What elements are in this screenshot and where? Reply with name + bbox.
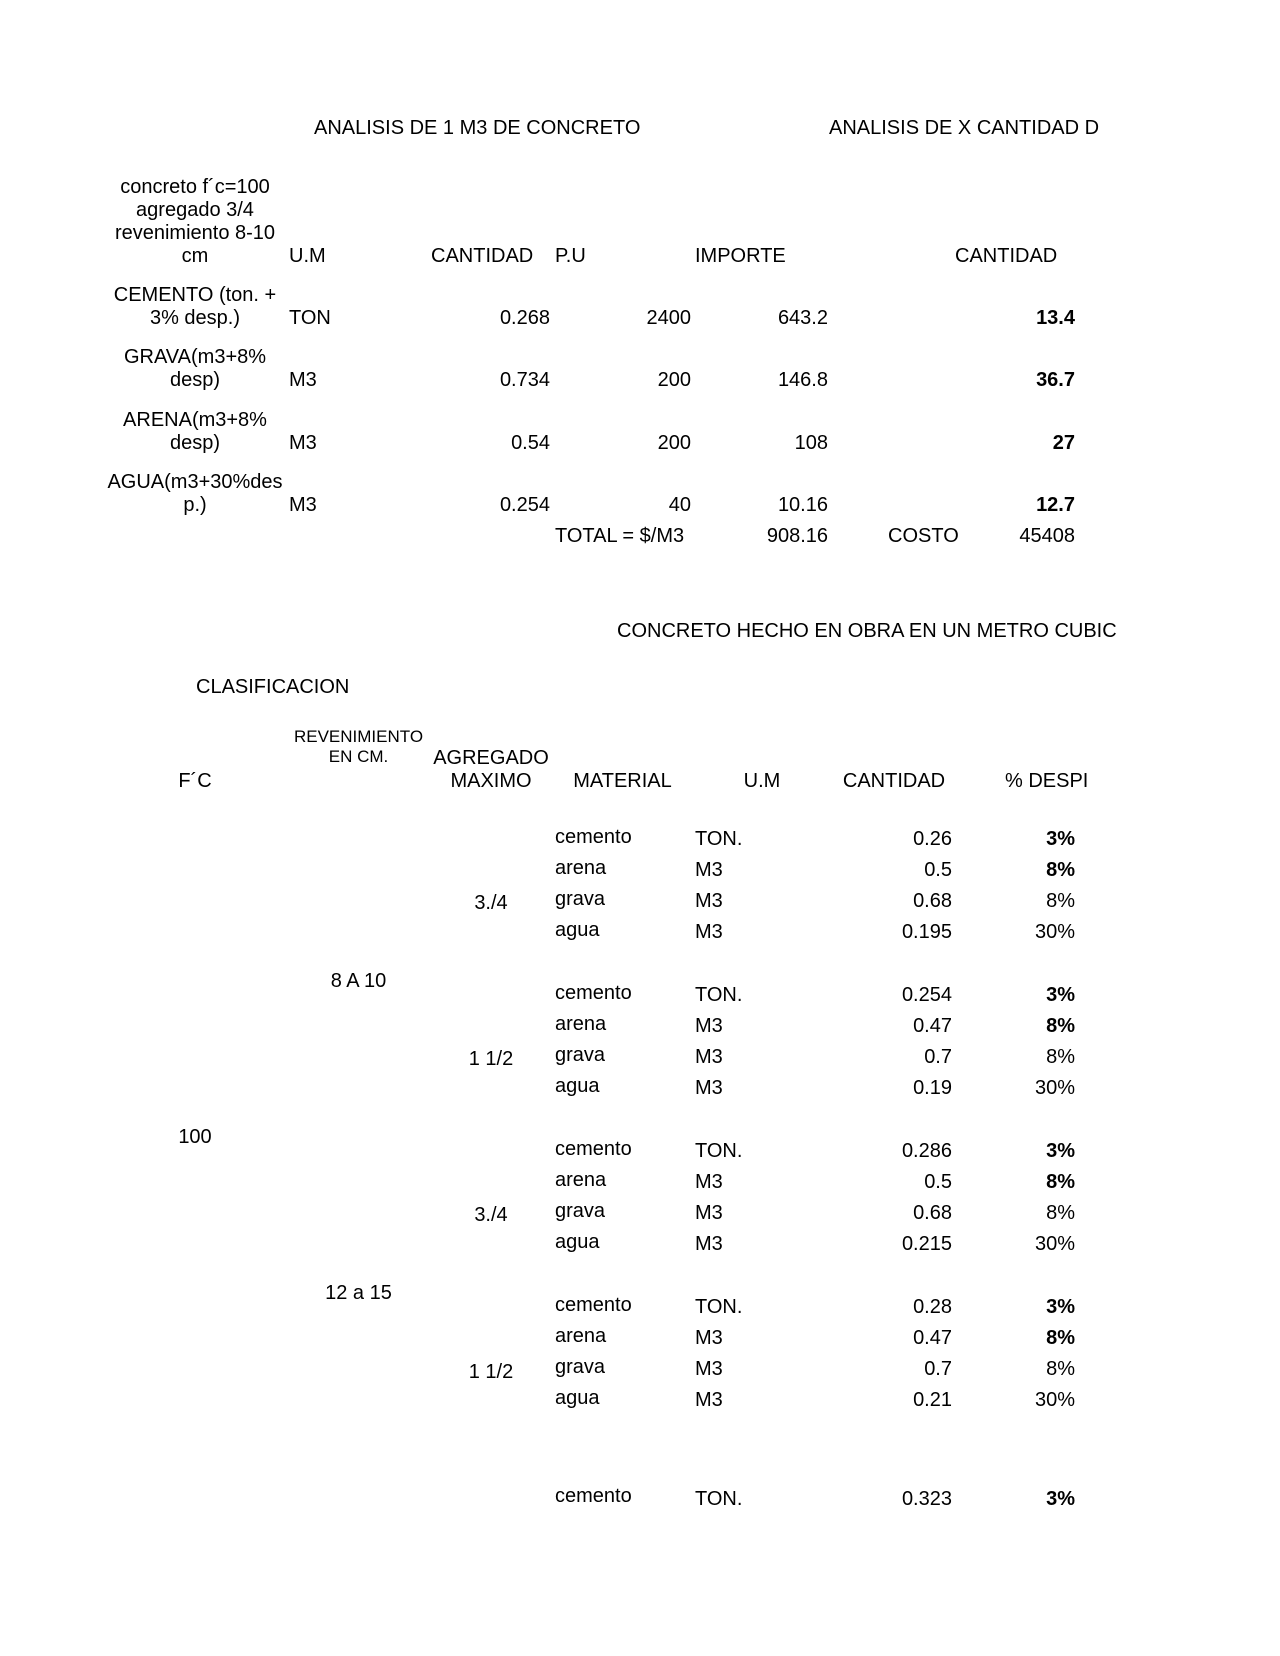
row-cantidad-x: 12.7 <box>1036 494 1075 516</box>
material-cantidad: 0.28 <box>913 1296 952 1318</box>
material-desp: 8% <box>1046 1202 1075 1224</box>
material-name: grava <box>555 1356 606 1378</box>
material-name: arena <box>555 1169 607 1191</box>
material-um: M3 <box>695 1171 723 1193</box>
row-material: GRAVA(m3+8% desp) <box>123 346 267 391</box>
material-desp: 30% <box>1034 1233 1075 1255</box>
material-cantidad: 0.68 <box>913 890 952 912</box>
total-label: TOTAL = $/M3 <box>555 525 685 547</box>
row-cantidad: 0.268 <box>499 307 550 329</box>
material-cantidad: 0.7 <box>924 1358 952 1380</box>
row-um: M3 <box>289 432 317 454</box>
agregado-value: 3./4 <box>474 1204 508 1226</box>
agregado-value: 1 1/2 <box>468 1361 514 1383</box>
row-um: M3 <box>289 494 317 516</box>
row-cantidad-x: 27 <box>1052 432 1075 454</box>
material-cantidad: 0.254 <box>901 984 952 1006</box>
material-cantidad: 0.68 <box>913 1202 952 1224</box>
material-cantidad: 0.195 <box>901 921 952 943</box>
material-desp: 8% <box>1046 1358 1075 1380</box>
material-name: agua <box>555 919 600 941</box>
header-revenimiento: REVENIMIENTO EN CM. <box>293 727 424 766</box>
material-um: M3 <box>695 1327 723 1349</box>
material-cantidad: 0.21 <box>913 1389 952 1411</box>
header-cantidad-x: CANTIDAD <box>955 245 1058 267</box>
material-cantidad: 0.215 <box>901 1233 952 1255</box>
row-cantidad: 0.54 <box>511 432 550 454</box>
header-importe: IMPORTE <box>695 245 786 267</box>
revenimiento-value: 8 A 10 <box>330 970 387 992</box>
material-name: agua <box>555 1387 600 1409</box>
row-cantidad-x: 36.7 <box>1036 369 1075 391</box>
material-desp: 3% <box>1046 984 1075 1006</box>
header-cantidad: CANTIDAD <box>431 245 534 267</box>
material-name: arena <box>555 1325 607 1347</box>
material-name: cemento <box>555 826 632 848</box>
row-pu: 2400 <box>646 307 691 329</box>
material-cantidad: 0.47 <box>913 1015 952 1037</box>
material-um: M3 <box>695 859 723 881</box>
material-um: M3 <box>695 1358 723 1380</box>
material-um: TON. <box>695 1296 743 1318</box>
material-cantidad: 0.286 <box>901 1140 952 1162</box>
material-um: M3 <box>695 1202 723 1224</box>
material-um: TON. <box>695 828 743 850</box>
material-um: M3 <box>695 1077 723 1099</box>
row-importe: 108 <box>794 432 828 454</box>
material-um: TON. <box>695 984 743 1006</box>
material-um: M3 <box>695 1015 723 1037</box>
material-desp: 3% <box>1046 1296 1075 1318</box>
row-um: TON <box>289 307 331 329</box>
header-cantidad2: CANTIDAD <box>842 770 946 792</box>
material-um: M3 <box>695 1233 723 1255</box>
total-value: 908.16 <box>766 525 828 547</box>
clasificacion-label: CLASIFICACION <box>196 676 350 698</box>
material-desp: 8% <box>1046 1171 1075 1193</box>
material-desp: 30% <box>1034 1389 1075 1411</box>
material-name: arena <box>555 857 607 879</box>
material-name: grava <box>555 888 606 910</box>
header-um: U.M <box>289 245 326 267</box>
costo-value: 45408 <box>1019 525 1075 547</box>
row-material: ARENA(m3+8% desp) <box>123 409 267 454</box>
material-name: cemento <box>555 1294 632 1316</box>
row-pu: 40 <box>668 494 691 516</box>
material-um: TON. <box>695 1140 743 1162</box>
material-desp: 3% <box>1046 1488 1075 1510</box>
material-name: arena <box>555 1013 607 1035</box>
fc-value: 100 <box>178 1126 212 1148</box>
costo-label: COSTO <box>888 525 959 547</box>
row-importe: 643.2 <box>777 307 828 329</box>
section1-title-right: ANALISIS DE X CANTIDAD D <box>829 117 1100 139</box>
agregado-value: 3./4 <box>474 892 508 914</box>
header-desp: % DESPI <box>1005 770 1089 792</box>
section2-title: CONCRETO HECHO EN OBRA EN UN METRO CUBIC <box>617 620 1117 642</box>
material-desp: 3% <box>1046 828 1075 850</box>
header-description: concreto f´c=100 agregado 3/4 revenimiento 8-10 cm <box>114 176 276 267</box>
row-material: AGUA(m3+30%des p.) <box>107 471 283 516</box>
row-um: M3 <box>289 369 317 391</box>
material-desp: 8% <box>1046 890 1075 912</box>
material-desp: 8% <box>1046 859 1075 881</box>
header-agregado: AGREGADO MAXIMO <box>433 747 549 792</box>
material-um: M3 <box>695 921 723 943</box>
material-cantidad: 0.19 <box>913 1077 952 1099</box>
material-cantidad: 0.5 <box>924 1171 952 1193</box>
section1-title: ANALISIS DE 1 M3 DE CONCRETO <box>314 117 641 139</box>
material-name: agua <box>555 1231 600 1253</box>
material-desp: 8% <box>1046 1327 1075 1349</box>
row-pu: 200 <box>657 369 691 391</box>
material-name: cemento <box>555 1138 632 1160</box>
material-um: M3 <box>695 1046 723 1068</box>
material-desp: 8% <box>1046 1046 1075 1068</box>
row-importe: 146.8 <box>777 369 828 391</box>
row-cantidad-x: 13.4 <box>1036 307 1075 329</box>
material-desp: 30% <box>1034 921 1075 943</box>
material-name: grava <box>555 1044 606 1066</box>
row-cantidad: 0.254 <box>499 494 550 516</box>
revenimiento-value: 12 a 15 <box>325 1282 392 1304</box>
material-um: M3 <box>695 1389 723 1411</box>
material-cantidad: 0.323 <box>901 1488 952 1510</box>
material-desp: 30% <box>1034 1077 1075 1099</box>
material-desp: 8% <box>1046 1015 1075 1037</box>
material-desp: 3% <box>1046 1140 1075 1162</box>
material-name: cemento <box>555 982 632 1004</box>
row-pu: 200 <box>657 432 691 454</box>
header-um2: U.M <box>743 770 781 792</box>
material-um: M3 <box>695 890 723 912</box>
material-um: TON. <box>695 1488 743 1510</box>
material-cantidad: 0.5 <box>924 859 952 881</box>
material-name: cemento <box>555 1485 632 1507</box>
material-cantidad: 0.26 <box>913 828 952 850</box>
material-name: agua <box>555 1075 600 1097</box>
row-material: CEMENTO (ton. + 3% desp.) <box>113 284 277 329</box>
agregado-value: 1 1/2 <box>468 1048 514 1070</box>
material-cantidad: 0.7 <box>924 1046 952 1068</box>
header-fc: F´C <box>178 770 212 792</box>
header-material: MATERIAL <box>573 770 672 792</box>
row-importe: 10.16 <box>777 494 828 516</box>
material-cantidad: 0.47 <box>913 1327 952 1349</box>
material-name: grava <box>555 1200 606 1222</box>
row-cantidad: 0.734 <box>499 369 550 391</box>
header-pu: P.U <box>555 245 586 267</box>
